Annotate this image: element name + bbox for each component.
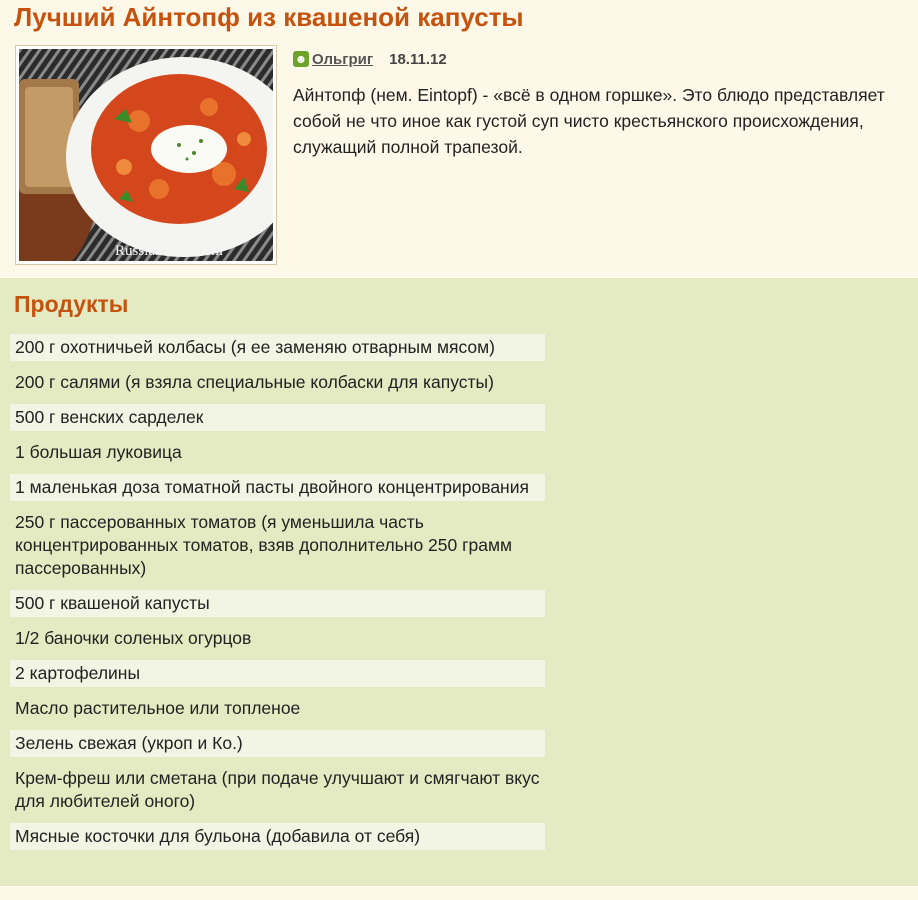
publish-date: 18.11.12 (389, 50, 447, 68)
soup-image (19, 49, 273, 261)
photo-watermark: RussianFood.com (115, 243, 223, 259)
ingredient-item: 2 картофелины (10, 660, 545, 687)
ingredient-item: 250 г пассерованных томатов (я уменьшила часть концентрированных томатов, взяв дополнительно 250 грамм пассерованных) (15, 512, 513, 578)
ingredient-list (10, 334, 545, 858)
author-link[interactable]: Ольгриг (312, 50, 374, 68)
ingredient-item: 200 г салями (я взяла специальные колбаски для капусты) (15, 372, 494, 392)
user-icon: ☻ (294, 52, 308, 66)
products-section (0, 278, 918, 886)
ingredient-item: Крем-фреш или сметана (при подаче улучшают и смягчают вкус для любителей оного) (15, 768, 540, 811)
ingredient-item: Мясные косточки для бульона (добавила от себя) (10, 823, 545, 850)
page-title: Лучший Айнтопф из квашеной капусты (14, 2, 524, 32)
recipe-photo[interactable] (15, 45, 277, 265)
recipe-meta (293, 48, 447, 70)
ingredient-item: Масло растительное или топленое (15, 698, 301, 718)
ingredient-item: 200 г охотничьей колбасы (я ее заменяю отварным мясом) (10, 334, 545, 361)
ingredient-item: Зелень свежая (укроп и Ко.) (10, 730, 545, 757)
ingredient-item: 500 г венских сарделек (10, 404, 545, 431)
ingredient-item: 1 маленькая доза томатной пасты двойного концентрирования (10, 474, 545, 501)
products-heading: Продукты (14, 291, 129, 317)
ingredient-item: 1/2 баночки соленых огурцов (15, 628, 252, 648)
ingredient-item: 500 г квашеной капусты (10, 590, 545, 617)
ingredient-item: 1 большая луковица (15, 442, 182, 462)
recipe-intro: Айнтопф (нем. Eintopf) - «всё в одном горшке». Это блюдо представляет собой не что иное как густой суп чисто крестьянского происхождения, служащий полной трапезой. (293, 85, 885, 157)
